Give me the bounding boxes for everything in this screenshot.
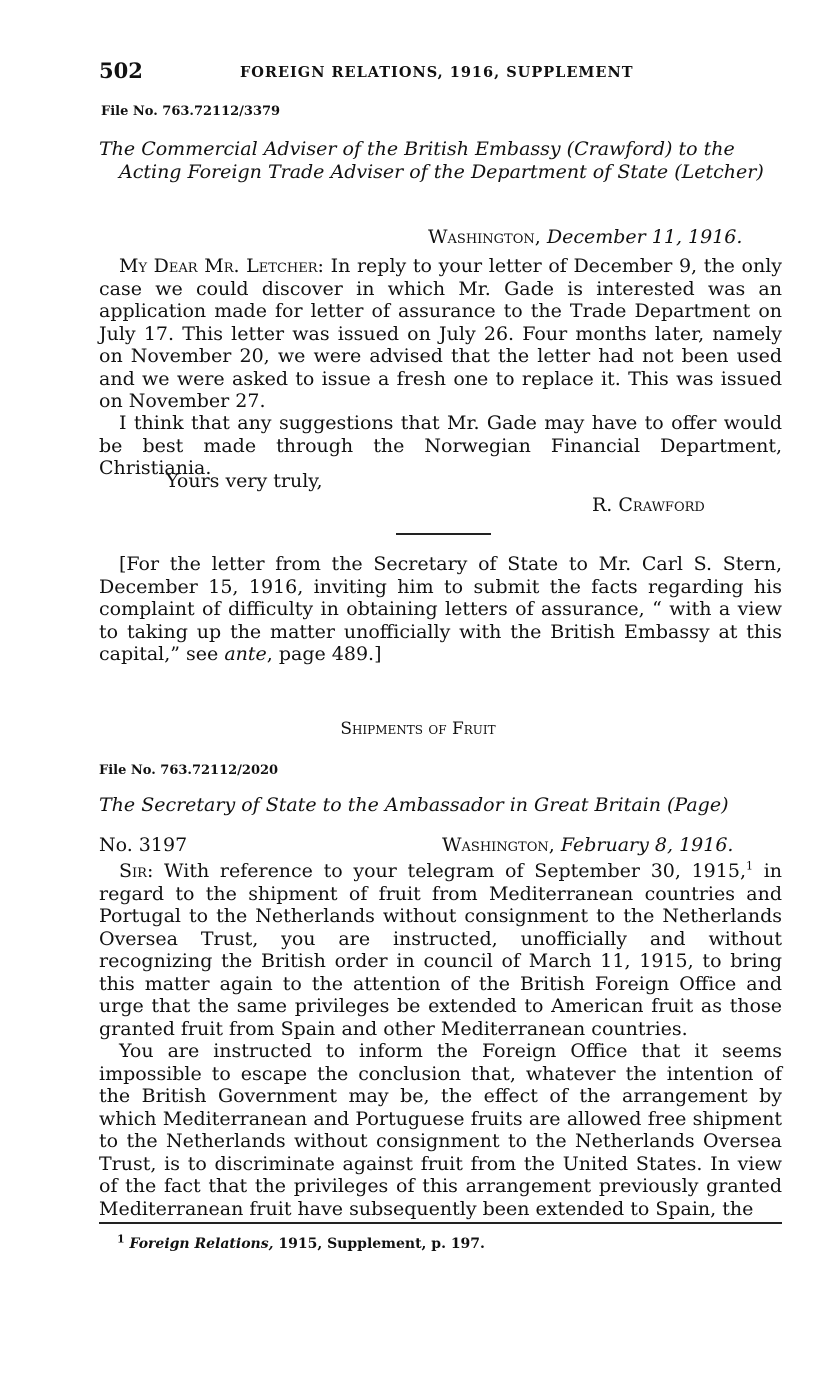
- section-divider: [396, 533, 491, 535]
- note-ante: ante: [224, 643, 267, 665]
- footnote-source: Foreign Relations,: [129, 1236, 274, 1252]
- letter-1-paragraph-2: I think that any suggestions that Mr. Gade may have to offer would be best made through the Norwegian Financial Department, Christiania.: [99, 412, 782, 479]
- letter-2-paragraph-1: [99, 860, 782, 1040]
- closing: Yours very truly,: [166, 470, 323, 492]
- letter-1-dateline: [428, 226, 762, 249]
- dateline-place: Washington,: [442, 834, 555, 856]
- signature: R. Crawford: [592, 494, 705, 516]
- editorial-note: [99, 553, 782, 666]
- paragraph-text: With reference to your telegram of September 30, 1915,: [164, 860, 746, 882]
- footnote-rule: [99, 1222, 782, 1224]
- file-number-1: File No. 763.72112/3379: [101, 104, 281, 119]
- footnote-details: 1915, Supplement, p. 197.: [273, 1236, 485, 1252]
- note-page-ref: , page 489.]: [266, 643, 382, 665]
- running-title: FOREIGN RELATIONS, 1916, SUPPLEMENT: [240, 64, 634, 81]
- footnote-ref: 1: [746, 859, 753, 873]
- letter-2-paragraph-2: You are instructed to inform the Foreign Office that it seems impossible to escape the conclusion that, whatever the intention of the British Government may be, the effect of the arrangement by which Mediterranean and Portuguese fruits are allowed free shipment to the Netherlands without consignment to the Netherlands Oversea Trust, is to discriminate against fruit from the United States. In view of the fact that the privileges of this arrangement previously granted Mediterranean fruit have subsequently been extended to Spain, the: [99, 1040, 782, 1220]
- footnote-marker: 1: [117, 1232, 125, 1246]
- paragraph-text: In reply to your letter of December 9, the only case we could discover in which Mr. Gade is interested was an application made for letter of assurance to the Trade Department on July 17. This letter was issued on July 26. Four months later, namely on November 20, we were advised that the letter had not been used and we were asked to issue a fresh one to replace it. This was issued on November 27.: [99, 255, 782, 412]
- paragraph-text-cont: in regard to the shipment of fruit from Mediterranean countries and Portugal to the Netherlands without consignment to the Netherlands Oversea Trust, you are instructed, unofficially and without recognizing the British order in council of March 11, 1915, to bring this matter again to the attention of the British Foreign Office and urge that the same privileges be extended to American fruit as those granted fruit from Spain and other Mediterranean countries.: [99, 860, 783, 1040]
- section-heading: Shipments of Fruit: [340, 719, 496, 739]
- salutation: My Dear Mr. Letcher:: [119, 255, 324, 277]
- dateline-date: December 11, 1916.: [546, 226, 743, 248]
- letter-2-dateline: [442, 834, 782, 857]
- page-number: 502: [99, 58, 143, 83]
- dateline-date: February 8, 1916.: [560, 834, 734, 856]
- note-text: [For the letter from the Secretary of State to Mr. Carl S. Stern, December 15, 1916, inviting him to submit the facts regarding his complaint of difficulty in obtaining letters of assurance, “ with a view to taking up the matter unofficially with the British Embassy at this capital,” see: [99, 553, 782, 665]
- instruction-number: No. 3197: [99, 834, 188, 856]
- letter-1-title: The Commercial Adviser of the British Embassy (Crawford) to the Acting Foreign Trade Adviser of the Department of State (Letcher): [99, 138, 764, 183]
- salutation: Sir:: [119, 860, 154, 882]
- letter-2-title: The Secretary of State to the Ambassador in Great Britain (Page): [99, 794, 729, 816]
- dateline-place: Washington,: [428, 226, 541, 248]
- footnote: [117, 1232, 485, 1252]
- file-number-2: File No. 763.72112/2020: [99, 763, 279, 778]
- letter-1-paragraph-1: [99, 255, 782, 413]
